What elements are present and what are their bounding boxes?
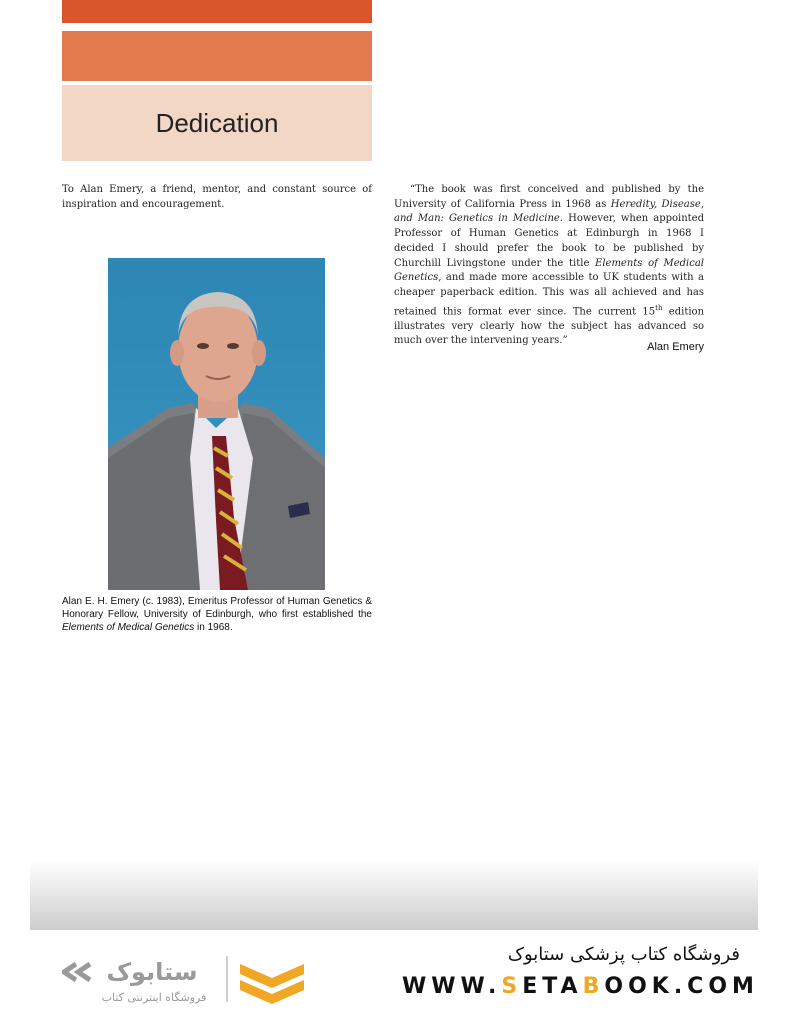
store-logo <box>62 950 312 1008</box>
logo-wordmark: ستابوک <box>106 958 198 986</box>
caption-book-title: Elements of Medical Genetics <box>62 622 195 633</box>
header-band-top <box>62 0 372 23</box>
logo-subtitle: فروشگاه اینترنتی کتاب <box>101 991 207 1004</box>
quote-block <box>394 183 704 349</box>
website-url[interactable] <box>402 974 759 999</box>
quote-text-4: edition illustrates very clearly how the subject has advanced so much over the intervening years.” <box>394 305 705 347</box>
page-bottom-shadow <box>30 860 758 930</box>
page-title: Dedication <box>155 108 279 138</box>
quote-italic-1: Heredity, Disease, and Man: Genetics in Medicine <box>394 198 704 225</box>
url-accent-b: B <box>582 974 605 999</box>
store-name: فروشگاه کتاب پزشکی ستابوک <box>507 944 740 965</box>
quote-italic-2: Elements of Medical Genetics <box>394 257 704 284</box>
quote-superscript: th <box>655 303 663 312</box>
url-accent-s: S <box>501 974 523 999</box>
caption-text: Alan E. H. Emery (c. 1983), Emeritus Professor of Human Genetics & Honorary Fellow, University of Edinburgh, who first established the <box>62 596 372 620</box>
url-part-eta: ETA <box>522 974 583 999</box>
portrait-photo <box>108 258 325 590</box>
header-band-middle <box>62 31 372 81</box>
url-part: WWW. <box>402 974 502 999</box>
quote-text-3: , and made more accessible to UK students with a cheaper paperback edition. This was all achieved and has retained this format ever since. The current 15 <box>394 272 704 317</box>
quote-text-2: . However, when appointed Professor of Human Genetics at Edinburgh in 1968 I decided I should prefer the book to be published by Churchill Livingstone under the title <box>394 213 705 269</box>
dedication-text: To Alan Emery, a friend, mentor, and constant source of inspiration and encouragement. <box>62 184 372 210</box>
quote-text-1: “The book was first conceived and published by the University of California Press in 1968 as <box>394 184 704 210</box>
quote-author: Alan Emery <box>647 341 704 353</box>
caption-text-end: in 1968. <box>194 622 233 633</box>
quote-paragraph <box>394 183 704 349</box>
photo-caption <box>62 595 372 634</box>
url-part-rest: OOK.COM <box>604 974 759 999</box>
